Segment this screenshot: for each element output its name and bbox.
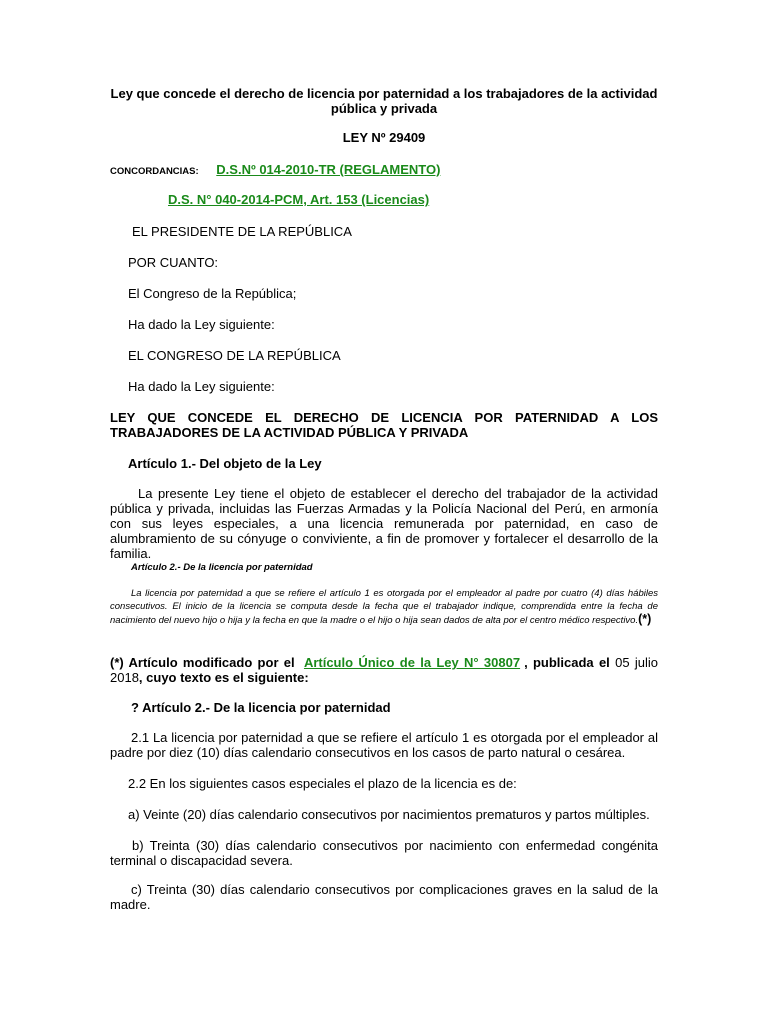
ha-dado-line-2: Ha dado la Ley siguiente: [128,379,275,394]
item-a: a) Veinte (20) días calendario consecutivos por nacimientos prematuros y partos múltiples. [128,807,650,822]
president-line: EL PRESIDENTE DE LA REPÚBLICA [132,224,352,239]
modification-link[interactable]: Artículo Único de la Ley N° 30807 [303,655,521,670]
article-2-new-heading: ? Artículo 2.- De la licencia por paternidad [131,700,391,715]
item-b: b) Treinta (30) días calendario consecutivos por nacimiento con enfermedad congénita terminal o discapacidad severa. [110,838,658,868]
congreso-caps: EL CONGRESO DE LA REPÚBLICA [128,348,341,363]
article-2-2: 2.2 En los siguientes casos especiales el plazo de la licencia es de: [128,776,517,791]
article-2-original-body: La licencia por paternidad a que se refiere el artículo 1 es otorgada por el empleador al padre por cuatro (4) días hábiles consecutivos. El inicio de la licencia se computa desde la fecha que el trabajador indique, comprendida entre la fecha de nacimiento del nuevo hijo o hija y la fecha en que la madre o el hijo o hija sean dados de alta por el centro médico respectivo. [110,588,658,626]
modification-date: 05 julio 2018 [110,655,658,685]
modification-note [110,655,658,685]
article-2-original-text [110,588,658,628]
concordancia-row-2 [168,192,568,207]
law-number: LEY Nº 29409 [342,130,426,145]
article-2-1: 2.1 La licencia por paternidad a que se refiere el artículo 1 es otorgada por el empleador al padre por diez (10) días calendario consecutivos en los casos de parto natural o cesárea. [110,730,658,760]
law-heading: LEY QUE CONCEDE EL DERECHO DE LICENCIA POR PATERNIDAD A LOS TRABAJADORES DE LA ACTIVIDAD PÚBLICA Y PRIVADA [110,410,658,440]
modification-prefix: (*) Artículo modificado por el [110,655,295,670]
modification-suffix: , cuyo texto es el siguiente: [138,670,309,685]
modification-mid: , publicada el [524,655,610,670]
article-1-text: La presente Ley tiene el objeto de establecer el derecho del trabajador de la actividad pública y privada, incluidas las Fuerzas Armadas y la Policía Nacional del Perú, en armonía con sus leyes especiales, a una licencia remunerada por paternidad, en caso de alumbramiento de su cónyuge o conviviente, a fin de promover y fortalecer el desarrollo de la familia. [110,486,658,561]
article-1-heading: Artículo 1.- Del objeto de la Ley [128,456,322,471]
document-title: Ley que concede el derecho de licencia por paternidad a los trabajadores de la actividad pública y privada [110,86,658,116]
concordancia-link-licencias[interactable]: D.S. N° 040-2014-PCM, Art. 153 (Licencias) [168,192,430,207]
item-c: c) Treinta (30) días calendario consecutivos por complicaciones graves en la salud de la madre. [110,882,658,912]
concordancias-label: CONCORDANCIAS: [110,166,199,177]
concordancias-row [110,162,658,179]
article-2-original-heading: Artículo 2.- De la licencia por paternidad [131,562,313,573]
congreso-line: El Congreso de la República; [128,286,297,301]
concordancia-link-reglamento[interactable]: D.S.Nº 014-2010-TR (REGLAMENTO) [216,162,441,177]
modification-mark: (*) [638,612,652,626]
ha-dado-line-1: Ha dado la Ley siguiente: [128,317,275,332]
por-cuanto: POR CUANTO: [128,255,219,270]
